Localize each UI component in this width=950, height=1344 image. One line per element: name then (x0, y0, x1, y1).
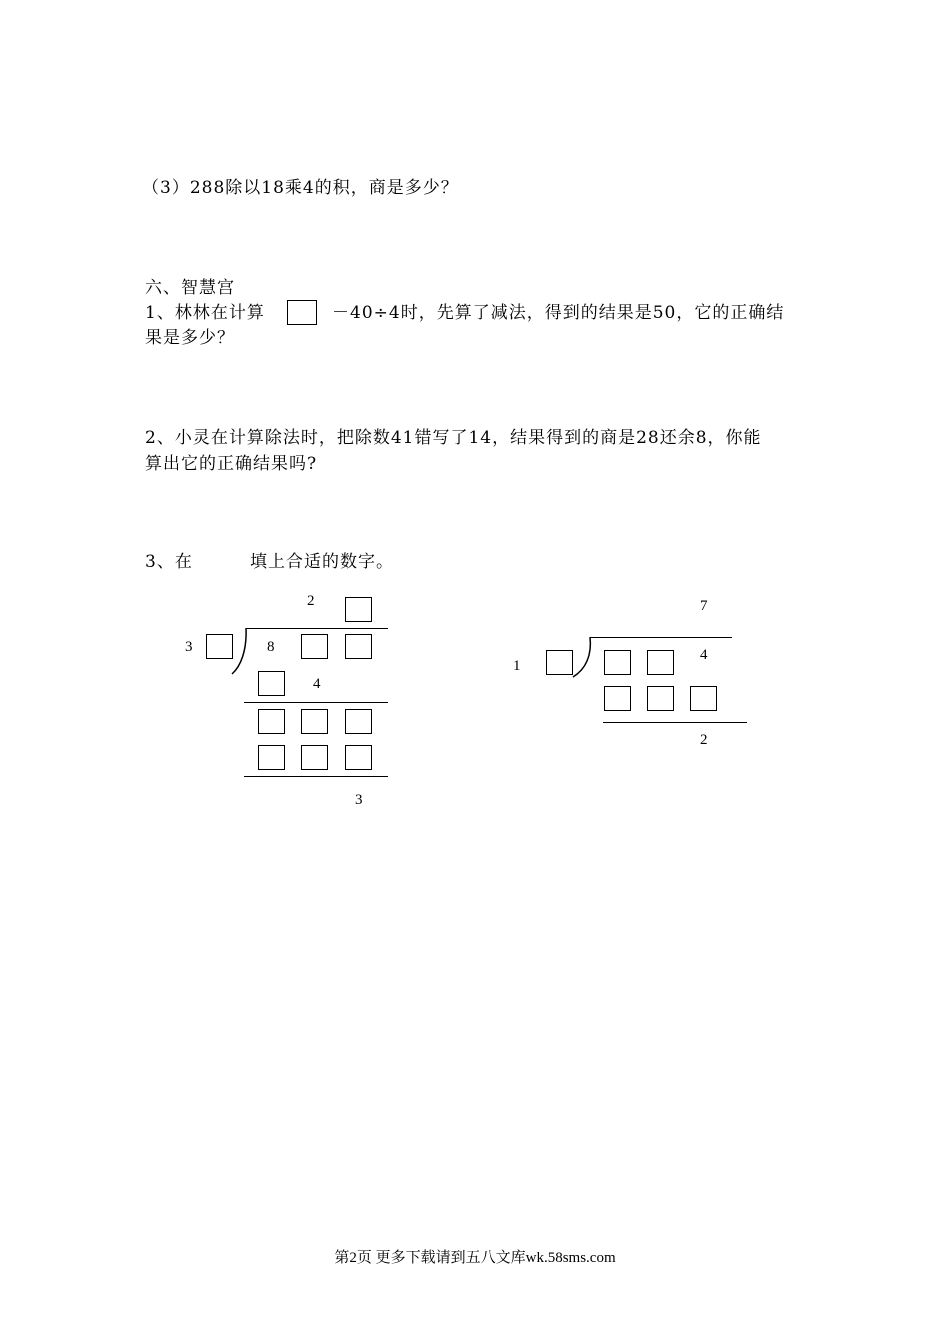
left-quotient-digit: 2 (307, 593, 315, 609)
problem-1-part-a: 1、林林在计算 (145, 303, 265, 323)
right-divisor-digit: 1 (513, 658, 521, 674)
left-row3-box-3 (345, 745, 372, 770)
problem-1-line-2: 果是多少？ (145, 328, 235, 348)
right-line-1 (603, 722, 747, 723)
right-row2-box-1 (604, 686, 631, 711)
left-row3-box-1 (258, 745, 285, 770)
page-footer: 第2页 更多下载请到五八文库wk.58sms.com (334, 1250, 616, 1266)
left-division-bar (246, 628, 388, 629)
left-dividend-box-2 (345, 634, 372, 659)
problem-3-part-a: 3、在 (145, 552, 193, 572)
left-line-2 (244, 776, 388, 777)
left-quotient-box (345, 597, 372, 622)
left-division-bracket (230, 628, 250, 676)
left-line-1 (244, 702, 388, 703)
right-row2-box-3 (690, 686, 717, 711)
left-divisor-digit: 3 (185, 639, 193, 655)
left-dividend-digit: 8 (267, 639, 275, 655)
problem-1-part-b: －40÷4时，先算了减法，得到的结果是50，它的正确结 (332, 303, 785, 323)
left-remainder: 3 (355, 792, 363, 808)
right-quotient-digit: 7 (700, 598, 708, 614)
left-row2-box-3 (345, 709, 372, 734)
right-row2-box-2 (647, 686, 674, 711)
right-division-bar (590, 637, 732, 638)
left-product-box (258, 671, 285, 696)
right-divisor-box (546, 650, 573, 675)
left-row2-box-1 (258, 709, 285, 734)
right-dividend-box-1 (604, 650, 631, 675)
left-row3-box-2 (301, 745, 328, 770)
left-row2-box-2 (301, 709, 328, 734)
right-remainder: 2 (700, 732, 708, 748)
left-product-digit: 4 (313, 676, 321, 692)
right-dividend-box-2 (647, 650, 674, 675)
problem-2-line-2: 算出它的正确结果吗? (145, 454, 318, 474)
question-3-text: （3）288除以18乘4的积，商是多少？ (142, 178, 459, 198)
problem-1-blank-box (287, 300, 317, 325)
right-division-bracket (572, 637, 594, 679)
section-title: 六、智慧宫 (145, 278, 235, 298)
problem-2-line-1: 2、小灵在计算除法时，把除数41错写了14，结果得到的商是28还余8，你能 (145, 428, 762, 448)
right-dividend-digit: 4 (700, 647, 708, 663)
problem-3-part-b: 填上合适的数字。 (250, 552, 394, 572)
left-dividend-box-1 (301, 634, 328, 659)
left-divisor-box (206, 634, 233, 659)
